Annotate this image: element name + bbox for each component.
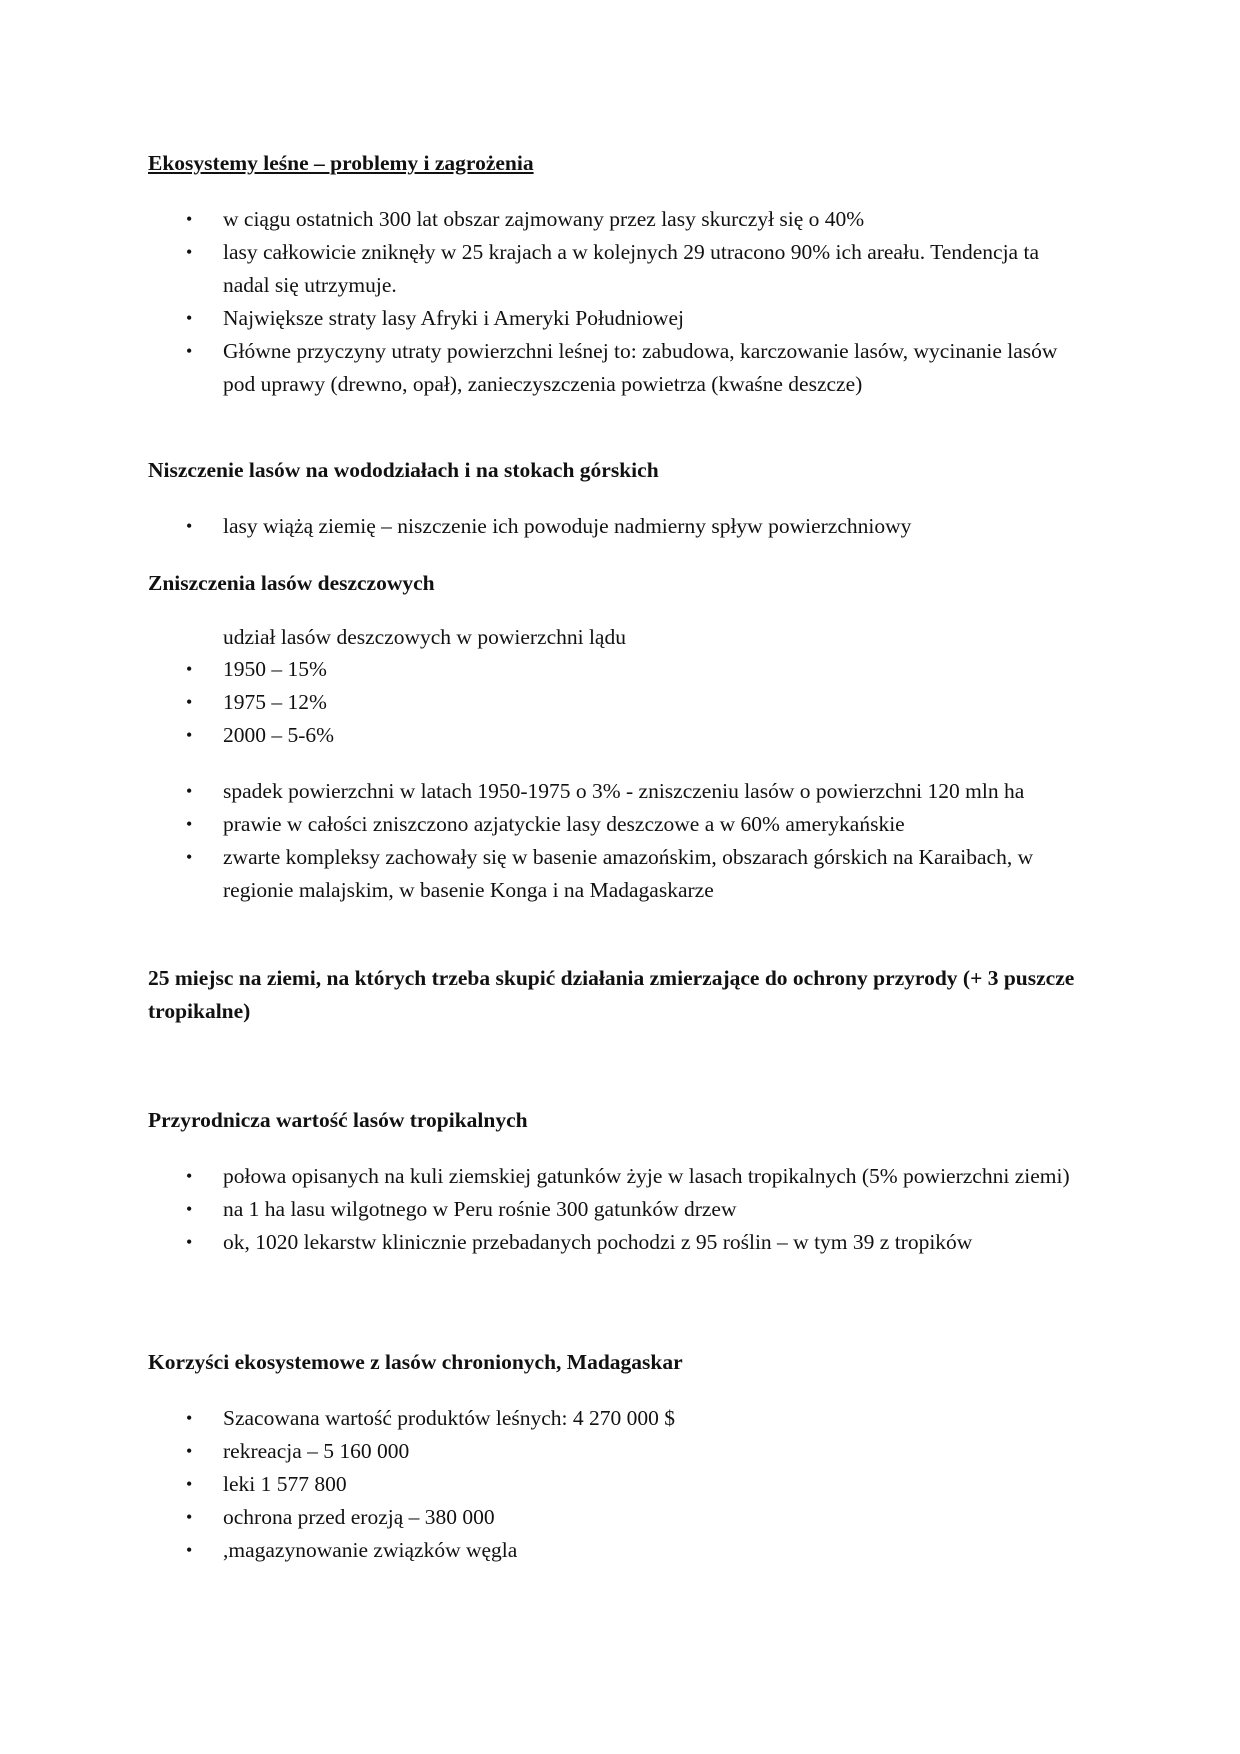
list-item-text: 1975 – 12% <box>223 690 327 714</box>
list-item <box>148 775 1088 808</box>
rainforest-share-intro: udział lasów deszczowych w powierzchni lądu <box>223 625 626 649</box>
bullet-icon: • <box>186 1474 193 1494</box>
section-heading-rainforests: Zniszczenia lasów deszczowych <box>148 571 435 595</box>
bullet-icon: • <box>186 1232 193 1252</box>
list-item-text: leki 1 577 800 <box>223 1472 347 1496</box>
bullet-icon: • <box>186 341 193 361</box>
list-item-text: prawie w całości zniszczono azjatyckie lasy deszczowe a w 60% amerykańskie <box>223 812 905 836</box>
section-heading-natural-value: Przyrodnicza wartość lasów tropikalnych <box>148 1108 528 1132</box>
section-heading-25-places: 25 miejsc na ziemi, na których trzeba skupić działania zmierzające do ochrony przyrody (+ 3 puszcze tropikalne) <box>148 966 1075 1023</box>
list-item <box>148 653 1088 686</box>
bullet-icon: • <box>186 308 193 328</box>
list-item <box>148 335 1088 401</box>
bullet-icon: • <box>186 725 193 745</box>
bullet-list-ecosystems <box>148 203 1088 401</box>
list-item-text: Szacowana wartość produktów leśnych: 4 270 000 $ <box>223 1406 675 1430</box>
bullet-list-watersheds <box>148 510 1088 543</box>
list-item <box>148 1160 1088 1193</box>
section-heading-watersheds: Niszczenie lasów na wododziałach i na stokach górskich <box>148 458 659 482</box>
bullet-list-rainforest-loss <box>148 775 1088 907</box>
list-item <box>148 686 1088 719</box>
list-item <box>148 302 1088 335</box>
list-item-text: spadek powierzchni w latach 1950-1975 o 3% - zniszczeniu lasów o powierzchni 120 mln ha <box>223 779 1025 803</box>
list-item-text: ochrona przed erozją – 380 000 <box>223 1505 495 1529</box>
list-item-text: lasy wiążą ziemię – niszczenie ich powoduje nadmierny spływ powierzchniowy <box>223 514 912 538</box>
section-heading-ecosystem-benefits: Korzyści ekosystemowe z lasów chronionych, Madagaskar <box>148 1350 683 1374</box>
list-item-text: 1950 – 15% <box>223 657 327 681</box>
list-item-text: ok, 1020 lekarstw klinicznie przebadanych pochodzi z 95 roślin – w tym 39 z tropików <box>223 1230 973 1254</box>
bullet-icon: • <box>186 814 193 834</box>
bullet-icon: • <box>186 1441 193 1461</box>
bullet-icon: • <box>186 242 193 262</box>
bullet-icon: • <box>186 209 193 229</box>
list-item <box>148 1435 1088 1468</box>
bullet-icon: • <box>186 781 193 801</box>
bullet-icon: • <box>186 692 193 712</box>
bullet-icon: • <box>186 516 193 536</box>
bullet-icon: • <box>186 1507 193 1527</box>
list-item <box>148 1501 1088 1534</box>
bullet-icon: • <box>186 1199 193 1219</box>
bullet-list-natural-value <box>148 1160 1088 1259</box>
section-heading-ecosystems: Ekosystemy leśne – problemy i zagrożenia <box>148 151 534 175</box>
list-item <box>148 236 1088 302</box>
list-item-text: 2000 – 5-6% <box>223 723 335 747</box>
bullet-list-rainforest-share <box>148 653 1088 752</box>
list-item-text: Główne przyczyny utraty powierzchni leśnej to: zabudowa, karczowanie lasów, wycinanie lasów pod uprawy (drewno, opał), zanieczyszczenia powietrza (kwaśne deszcze) <box>223 339 1058 396</box>
list-item-text: ,magazynowanie związków węgla <box>223 1538 518 1562</box>
bullet-icon: • <box>186 659 193 679</box>
list-item <box>148 1534 1088 1567</box>
list-item-text: zwarte kompleksy zachowały się w basenie amazońskim, obszarach górskich na Karaibach, w regionie malajskim, w basenie Konga i na Madagaskarze <box>223 845 1034 902</box>
bullet-icon: • <box>186 1408 193 1428</box>
bullet-list-ecosystem-benefits <box>148 1402 1088 1567</box>
list-item-text: na 1 ha lasu wilgotnego w Peru rośnie 300 gatunków drzew <box>223 1197 737 1221</box>
bullet-icon: • <box>186 1166 193 1186</box>
list-item-text: w ciągu ostatnich 300 lat obszar zajmowany przez lasy skurczył się o 40% <box>223 207 865 231</box>
list-item <box>148 808 1088 841</box>
list-item-text: Największe straty lasy Afryki i Ameryki Południowej <box>223 306 684 330</box>
list-item <box>148 719 1088 752</box>
list-item <box>148 1402 1088 1435</box>
list-item-text: lasy całkowicie zniknęły w 25 krajach a w kolejnych 29 utracono 90% ich areału. Tendencja ta nadal się utrzymuje. <box>223 240 1039 297</box>
bullet-icon: • <box>186 847 193 867</box>
list-item <box>148 203 1088 236</box>
list-item <box>148 1226 1088 1259</box>
bullet-icon: • <box>186 1540 193 1560</box>
list-item-text: rekreacja – 5 160 000 <box>223 1439 410 1463</box>
list-item <box>148 510 1088 543</box>
list-item <box>148 841 1088 907</box>
list-item <box>148 1468 1088 1501</box>
list-item-text: połowa opisanych na kuli ziemskiej gatunków żyje w lasach tropikalnych (5% powierzchni ziemi) <box>223 1164 1070 1188</box>
list-item <box>148 1193 1088 1226</box>
